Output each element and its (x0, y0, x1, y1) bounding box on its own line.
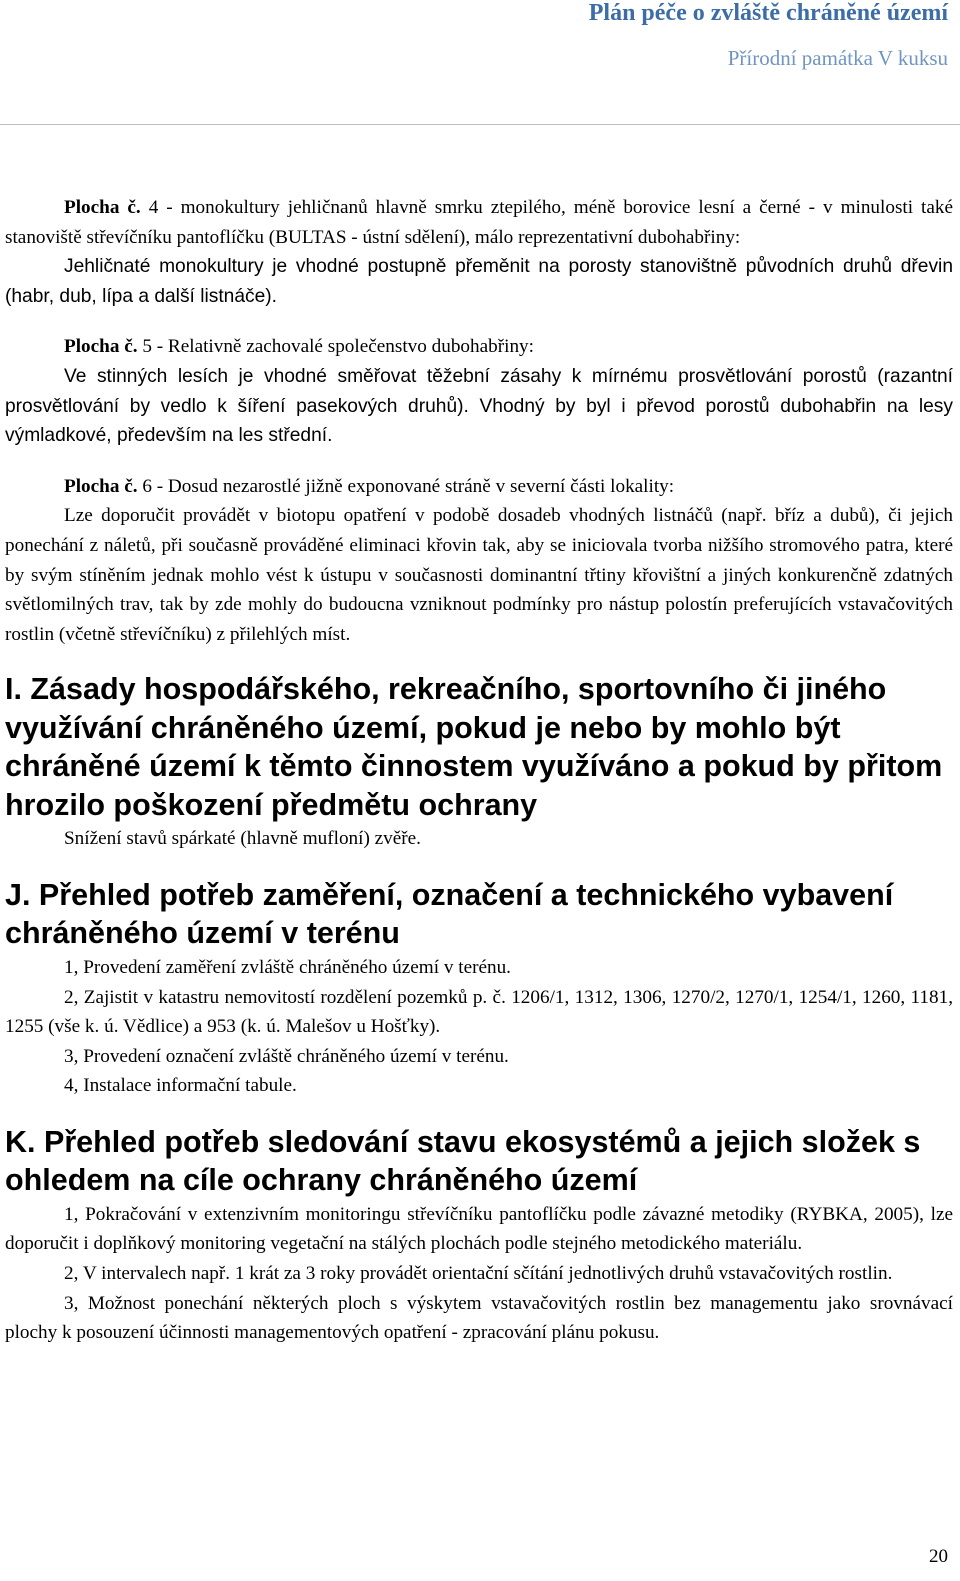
section-i-heading: I. Zásady hospodářského, rekreačního, sportovního či jiného využívání chráněného území, pokud je nebo by mohlo být chráněné území k těmto činnostem využíváno a pokud by přitom hrozilo poškození předmětu ochrany (5, 672, 943, 822)
plocha-5-recommendation: Ve stinných lesích je vhodné směřovat těžební zásahy k mírnému prosvětlování porostů (razantní prosvětlování by vedlo k šíření pasekových druhů). Vhodný by byl i převod porostů dubohabřin na lesy výmladkové, především na les střední. (5, 365, 953, 447)
plocha-5-paragraph (5, 332, 953, 362)
plocha-6-number: 6 (142, 475, 152, 497)
header-title: Plán péče o zvláště chráněné území (588, 0, 948, 26)
plocha-4-text: - monokultury jehličnanů hlavně smrku ztepilého, méně borovice lesní a černé - v minulosti také stanoviště střevíčníku pantoflíčku (BULTAS - ústní sdělení), málo reprezentativní dubohabřiny: (5, 197, 954, 248)
section-i-text: Snížení stavů spárkaté (hlavně mufloní) zvěře. (64, 828, 421, 850)
page-number: 20 (929, 1546, 948, 1567)
plocha-6-recommendation: Lze doporučit provádět v biotopu opatření v podobě dosadeb vhodných listnáčů (např. bříz a dubů), či jejich ponechání z náletů, při současně prováděné eliminaci křovin tak, aby se iniciovala tvorba nižšího stromového patra, které by svým stíněním jednak mohlo vést k ústupu v současnosti dominantní třtiny křovištní a jiných konkurenčně zdatných světlomilných trav, tak by zde mohly do budoucna vzniknout podmínky pro nástup polostín preferujících vstavačovitých rostlin (včetně střevíčníku) z přilehlých míst. (5, 505, 953, 645)
section-j-item-1: 1, Provedení zaměření zvláště chráněného území v terénu. (64, 956, 511, 978)
section-k-list (5, 1200, 953, 1348)
section-j-item-4: 4, Instalace informační tabule. (64, 1075, 297, 1097)
section-j-list (5, 953, 953, 1101)
section-k-item-1: 1, Pokračování v extenzivním monitoringu střevíčníku pantoflíčku podle závazné metodiky (RYBKA, 2005), lze doporučit i doplňkový monitoring vegetační na stálých plochách podle stejného metodického materiálu. (5, 1203, 953, 1255)
plocha-6-paragraph (5, 472, 953, 502)
plocha-4-recommendation: Jehličnaté monokultury je vhodné postupně přeměnit na porosty stanovištně původních druhů dřevin (habr, dub, lípa a další listnáče). (5, 256, 953, 307)
plocha-5-text: - Relativně zachovalé společenstvo dubohabřiny: (151, 336, 534, 358)
plocha-5-label: Plocha č. (64, 336, 138, 358)
header-divider (0, 124, 960, 125)
plocha-4-label: Plocha č. (64, 197, 141, 218)
plocha-4-number: 4 (148, 197, 159, 218)
section-k-item-3: 3, Možnost ponechání některých ploch s výskytem vstavačovitých rostlin bez managementu jako srovnávací plochy k posouzení účinnosti managementových opatření - zpracování plánu pokusu. (5, 1292, 953, 1344)
section-j-item-3: 3, Provedení označení zvláště chráněného území v terénu. (64, 1045, 509, 1067)
section-k-item-2: 2, V intervalech např. 1 krát za 3 roky provádět orientační sčítání jednotlivých druhů vstavačovitých rostlin. (64, 1263, 893, 1285)
plocha-6-text: - Dosud nezarostlé jižně exponované stráně v severní části lokality: (151, 475, 675, 497)
plocha-6-label: Plocha č. (64, 475, 138, 497)
section-j-heading: J. Přehled potřeb zaměření, označení a technického vybavení chráněného území v terénu (5, 877, 894, 951)
plocha-5-number: 5 (142, 336, 152, 358)
document-body (5, 193, 953, 1348)
plocha-4-paragraph (5, 193, 953, 252)
header-subtitle: Přírodní památka V kuksu (727, 46, 948, 70)
section-k-heading: K. Přehled potřeb sledování stavu ekosystémů a jejich složek s ohledem na cíle ochrany chráněného území (5, 1124, 921, 1198)
section-j-item-2: 2, Zajistit v katastru nemovitostí rozdělení pozemků p. č. 1206/1, 1312, 1306, 1270/2, 1270/1, 1254/1, 1260, 1181, 1255 (vše k. ú. Vědlice) a 953 (k. ú. Malešov u Hošťky). (5, 986, 953, 1038)
